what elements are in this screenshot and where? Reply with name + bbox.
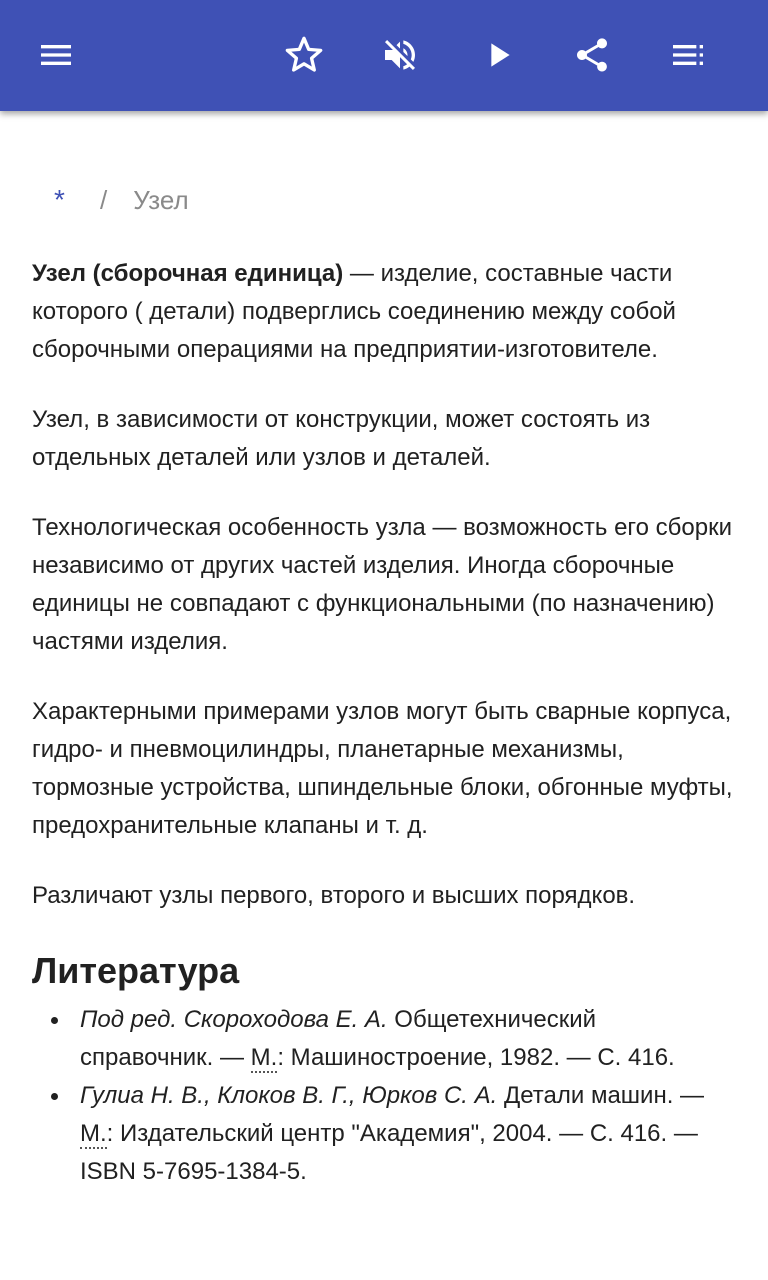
volume-off-icon[interactable] xyxy=(372,27,428,83)
literature-author: Гулиа Н. В., Клоков В. Г., Юрков С. А. xyxy=(80,1082,498,1109)
article-content xyxy=(32,255,736,1191)
paragraph-4: Характерными примерами узлов могут быть сварные корпуса, гидро- и пневмоцилиндры, планетарные механизмы, тормозные устройства, шпиндельные блоки, обгонные муфты, предохранительные клапаны и т. д. xyxy=(32,698,733,839)
breadcrumb-current: Узел xyxy=(133,184,189,215)
paragraph-3: Технологическая особенность узла — возможность его сборки независимо от других частей изделия. Иногда сборочные единицы не совпадают с функциональными (по назначению) частями изделия. xyxy=(32,514,733,655)
literature-item xyxy=(32,1001,736,1077)
literature-title: Детали машин. — xyxy=(497,1082,705,1109)
literature-list xyxy=(32,1001,736,1191)
breadcrumb-separator: / xyxy=(100,184,108,215)
intro-term: Узел (сборочная единица) xyxy=(32,260,344,287)
city-abbr-link[interactable]: М. xyxy=(80,1120,107,1147)
literature-author: Под ред. Скороходова Е. А. xyxy=(80,1006,388,1033)
intro-paragraph xyxy=(32,255,736,369)
literature-publisher: : Машиностроение, 1982. — С. 416. xyxy=(277,1044,675,1071)
paragraph-5: Различают узлы первого, второго и высших порядков. xyxy=(32,882,636,909)
literature-heading: Литература xyxy=(32,950,240,991)
paragraph-2: Узел, в зависимости от конструкции, может состоять из отдельных деталей или узлов и деталей. xyxy=(32,406,651,471)
intro-text: — изделие, составные части которого ( детали) подверглись соединению между собой сборочными операциями на предприятии-изготовителе. xyxy=(32,260,676,363)
breadcrumb xyxy=(54,180,189,220)
list-icon[interactable] xyxy=(660,27,716,83)
share-icon[interactable] xyxy=(564,27,620,83)
menu-icon[interactable] xyxy=(28,27,84,83)
star-icon[interactable] xyxy=(276,27,332,83)
play-icon[interactable] xyxy=(470,27,526,83)
breadcrumb-home-link[interactable]: * xyxy=(54,184,65,215)
app-bar xyxy=(0,0,768,111)
city-abbr-link[interactable]: М. xyxy=(250,1044,278,1071)
literature-publisher: : Издательский центр "Академия", 2004. — С. 416. — ISBN 5-7695-1384-5. xyxy=(80,1120,698,1185)
literature-item xyxy=(32,1077,736,1191)
literature-title: Общетехнический справочник. — xyxy=(80,1006,597,1071)
